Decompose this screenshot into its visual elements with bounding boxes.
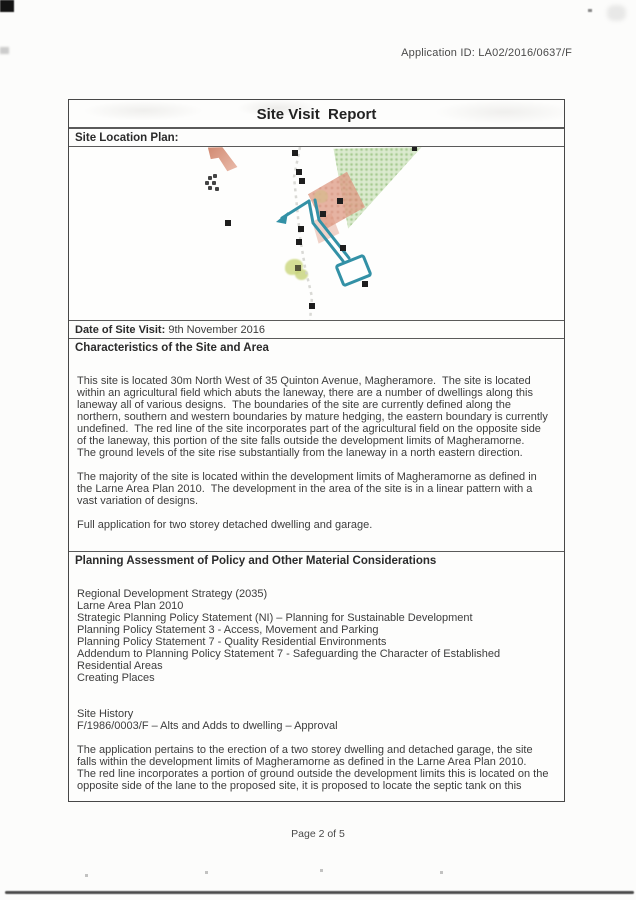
date-of-site-visit-row bbox=[69, 321, 564, 339]
date-value: 9th November 2016 bbox=[168, 324, 265, 336]
site-location-map bbox=[69, 147, 564, 321]
building-marker bbox=[309, 303, 315, 309]
application-id: Application ID: LA02/2016/0637/F bbox=[401, 47, 572, 59]
map-buildings-layer bbox=[69, 147, 564, 320]
building-marker bbox=[225, 220, 231, 226]
scan-speck bbox=[320, 869, 323, 872]
building-marker bbox=[299, 178, 305, 184]
planning-assessment-heading: Planning Assessment of Policy and Other Material Considerations bbox=[75, 555, 437, 567]
scan-smudge bbox=[0, 47, 9, 54]
characteristics-heading: Characteristics of the Site and Area bbox=[75, 342, 269, 354]
building-marker bbox=[320, 211, 326, 217]
scan-artifact-corner bbox=[0, 0, 14, 12]
report-title: Site Visit Report bbox=[69, 100, 564, 129]
scan-speck bbox=[85, 874, 88, 877]
planning-assessment-text: Regional Development Strategy (2035) Larne Area Plan 2010 Strategic Planning Policy Statement (NI) – Planning for Sustainable Development Planning Policy Statement 3 - Access, Movement and Parking Planning Policy Statement 7 - Quality Residential Environments Addendum to Planning Policy Statement 7 - Safeguarding the Character of Established Residential Areas Creating Places Site History F/1986/0003/F – Alts and Adds to dwelling – Approval The application pertains to the erection of a two storey dwelling and detached garage, the site falls within the development limits of Magheramorne as defined in the Larne Area Plan 2010. The red line incorporates a portion of ground outside the development limits this is located on the opposite side of the lane to the proposed site, it is proposed to locate the septic tank on this bbox=[77, 588, 549, 792]
characteristics-text: This site is located 30m North West of 35 Quinton Avenue, Magheramore. The site is located within an agricultural field which abuts the laneway, there are a number of dwellings along this laneway all of various designs. The boundaries of the site are currently defined along the northern, southern and western boundaries by mature hedging, the eastern boundary is currently undefined. The red line of the site incorporates part of the agricultural field on the opposite side of the laneway, this portion of the site falls outside the development limits of Magheramorne. The ground levels of the site rise substantially from the laneway in a north eastern direction. The majority of the site is located within the development limits of Magheramorne as defined in the Larne Area Plan 2010. The development in the area of the site is in a linear pattern with a vast variation of designs. Full application for two storey detached dwelling and garage. bbox=[69, 356, 564, 552]
scan-smudge bbox=[607, 5, 626, 21]
site-location-plan-label: Site Location Plan: bbox=[69, 129, 564, 147]
site-visit-report-table bbox=[68, 99, 565, 802]
building-marker bbox=[412, 147, 417, 151]
date-label: Date of Site Visit: bbox=[75, 324, 166, 336]
building-marker bbox=[296, 169, 302, 175]
building-marker bbox=[337, 198, 343, 204]
building-marker bbox=[362, 281, 368, 287]
scan-speck bbox=[588, 9, 592, 12]
scan-speck bbox=[440, 871, 443, 874]
building-marker bbox=[298, 226, 304, 232]
building-marker bbox=[340, 245, 346, 251]
building-marker bbox=[292, 150, 298, 156]
scan-speck bbox=[205, 871, 208, 874]
building-marker bbox=[295, 265, 301, 271]
building-marker bbox=[296, 239, 302, 245]
page-number: Page 2 of 5 bbox=[291, 828, 345, 840]
scan-edge-line bbox=[5, 891, 634, 894]
